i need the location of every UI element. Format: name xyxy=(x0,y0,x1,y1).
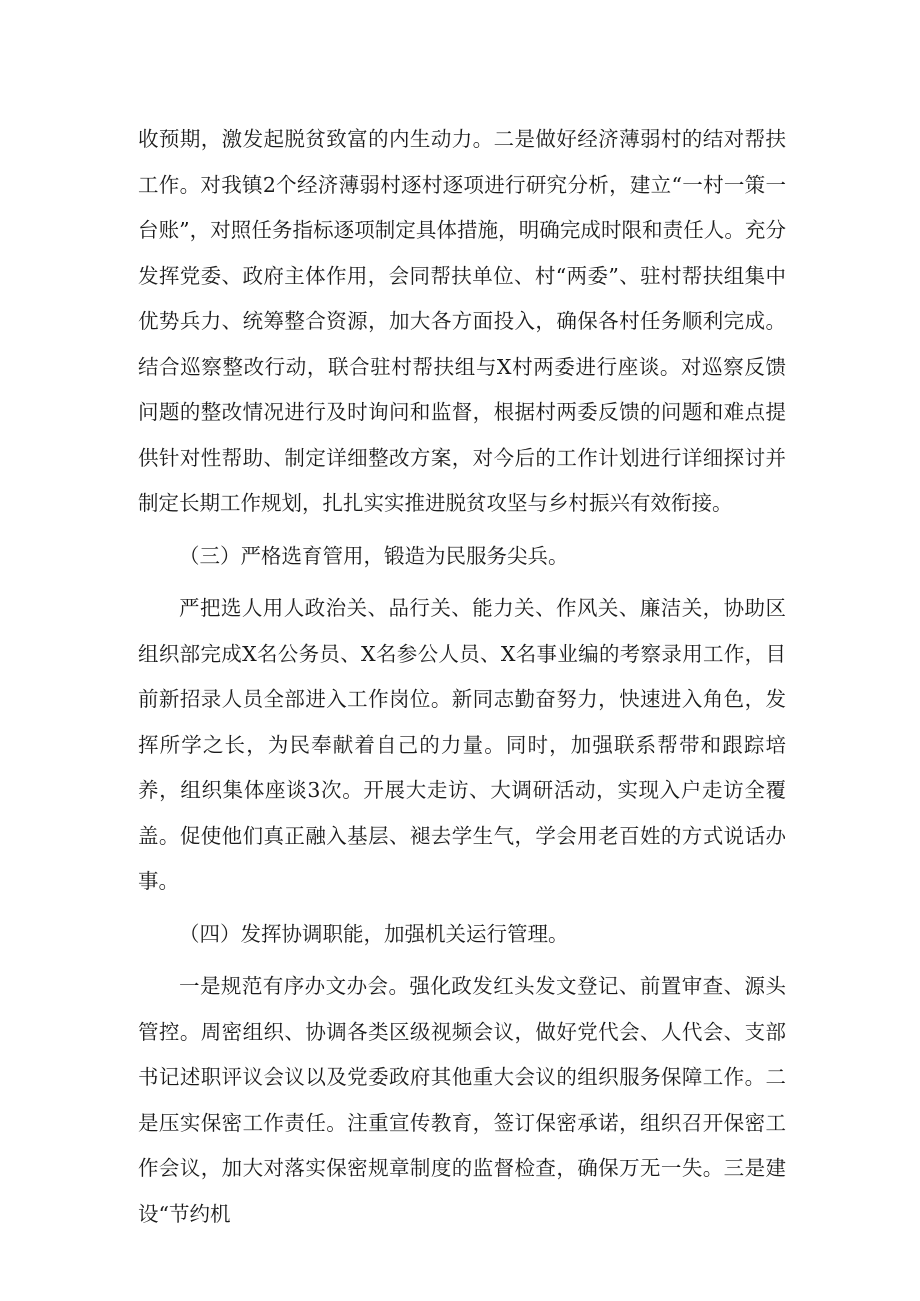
paragraph-personnel-selection: 严把选人用人政治关、品行关、能力关、作风关、廉洁关，协助区组织部完成X名公务员、X名参公人员、X名事业编的考察录用工作，目前新招录人员全部进入工作岗位。新同志勤奋努力，快速进入角色，发挥所学之长，为民奉献着自己的力量。同时，加强联系帮带和跟踪培养，组织集体座谈3次。开展大走访、大调研活动，实现入户走访全覆盖。促使他们真正融入基层、褪去学生气，学会用老百姓的方式说话办事。 xyxy=(138,596,786,893)
document-body xyxy=(138,117,786,1237)
section-heading-4: （四）发挥协调职能，加强机关运行管理。 xyxy=(179,921,569,946)
paragraph-poverty-assistance: 收预期，激发起脱贫致富的内生动力。二是做好经济薄弱村的结对帮扶工作。对我镇2个经济薄弱村逐村逐项进行研究分析，建立“一村一策一台账”，对照任务指标逐项制定具体措施，明确完成时限和责任人。充分发挥党委、政府主体作用，会同帮扶单位、村“两委”、驻村帮扶组集中优势兵力、统筹整合资源，加大各方面投入，确保各村任务顺利完成。结合巡察整改行动，联合驻村帮扶组与X村两委进行座谈。对巡察反馈问题的整改情况进行及时询问和监督，根据村两委反馈的问题和难点提供针对性帮助、制定详细整改方案，对今后的工作计划进行详细探讨并制定长期工作规划，扎扎实实推进脱贫攻坚与乡村振兴有效衔接。 xyxy=(138,127,786,515)
section-heading-3: （三）严格选育管用，锻造为民服务尖兵。 xyxy=(179,543,569,568)
paragraph-office-management: 一是规范有序办文办会。强化政发红头发文登记、前置审查、源头管控。周密组织、协调各类区级视频会议，做好党代会、人代会、支部书记述职评议会议以及党委政府其他重大会议的组织服务保障工作。二是压实保密工作责任。注重宣传教育，签订保密承诺，组织召开保密工作会议，加大对落实保密规章制度的监督检查，确保万无一失。三是建设“节约机 xyxy=(138,974,786,1226)
